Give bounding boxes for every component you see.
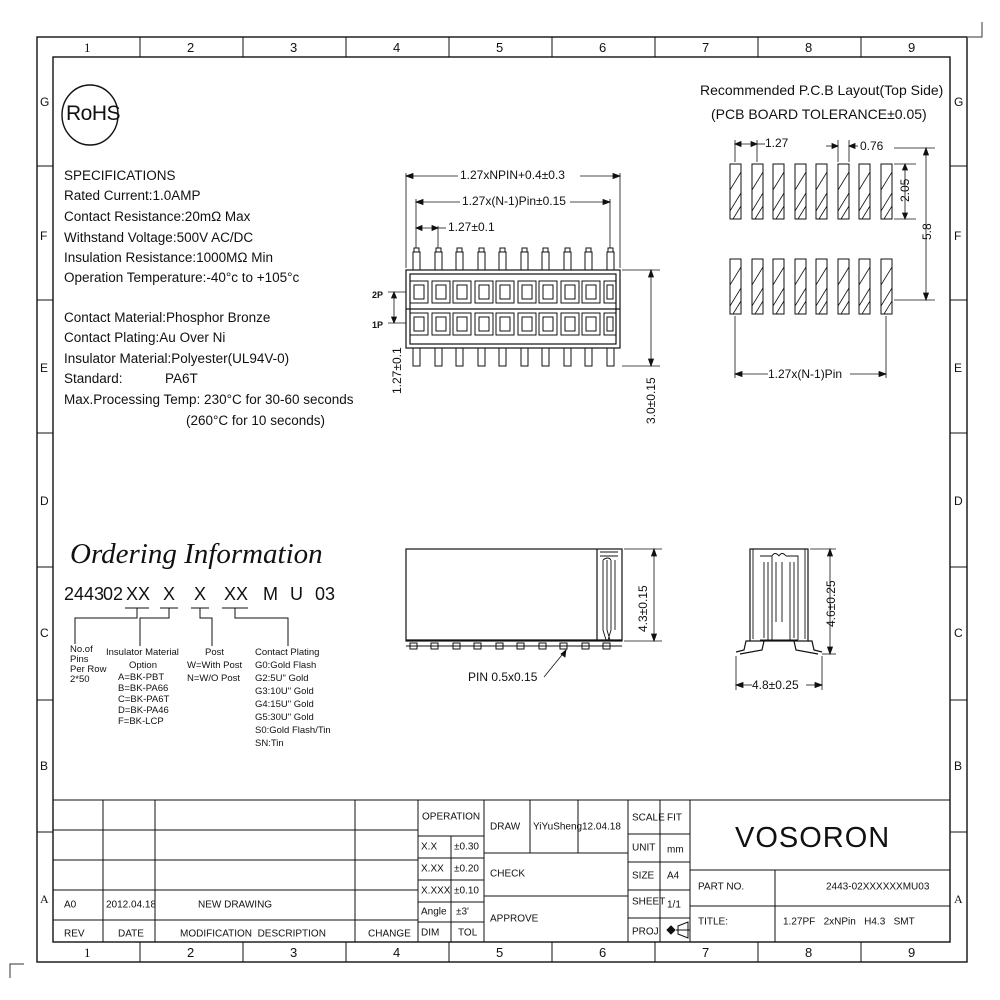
- description-header: MODIFICATION DESCRIPTION: [180, 928, 326, 940]
- legend-plating-title: Contact Plating: [255, 647, 320, 658]
- legend-insulator-title: Option: [129, 660, 157, 671]
- legend-insulator-item: C=BK-PA6T: [118, 694, 170, 705]
- col-7: 7: [702, 40, 710, 55]
- end-view-connector: [736, 549, 822, 654]
- tol-dim: X.X: [421, 841, 438, 853]
- title-label: TITLE:: [698, 916, 729, 928]
- spec-line: Rated Current:1.0AMP: [64, 188, 201, 203]
- pcb-span: 1.27x(N-1)Pin: [768, 367, 843, 381]
- col-7-bottom: 7: [702, 945, 710, 960]
- size-label: SIZE: [632, 870, 655, 882]
- col-1-bottom: 1: [84, 945, 91, 960]
- draw-label: DRAW: [490, 821, 521, 833]
- pcb-title: Recommended P.C.B Layout(Top Side): [700, 82, 944, 98]
- row-f: F: [40, 229, 48, 243]
- scale-label: SCALE: [632, 812, 665, 824]
- legend-plating-item: G5:30U" Gold: [255, 712, 314, 723]
- code-series: 2443: [64, 584, 105, 604]
- change-header: CHANGE: [368, 928, 411, 940]
- col-4-bottom: 4: [393, 945, 401, 960]
- drawer-name: YiYuSheng: [533, 821, 583, 833]
- legend-pins-line: Per Row: [70, 664, 107, 675]
- dim-pitch: 1.27±0.1: [448, 220, 495, 234]
- pcb-pitch: 1.27: [765, 136, 789, 150]
- legend-post-item: N=W/O Post: [187, 673, 241, 684]
- spec-line: Contact Resistance:20mΩ Max: [64, 209, 251, 224]
- rev-header: REV: [64, 928, 85, 940]
- code-u: U: [290, 584, 303, 604]
- code-m: M: [263, 584, 278, 604]
- proj-label: PROJ.: [632, 926, 662, 938]
- ordering-title: Ordering Information: [70, 538, 323, 570]
- side-view-connector: [406, 549, 622, 649]
- tol-value: ±0.20: [454, 863, 479, 875]
- check-label: CHECK: [490, 868, 526, 880]
- projection-symbol: [667, 922, 690, 938]
- spec-processing-note: (260°C for 10 seconds): [186, 413, 325, 428]
- col-6: 6: [599, 40, 607, 55]
- legend-plating-item: SN:Tin: [255, 738, 284, 749]
- spec-title: SPECIFICATIONS: [64, 168, 176, 183]
- col-8: 8: [805, 40, 813, 55]
- row-e-right: E: [954, 361, 963, 375]
- code-rows: 02: [103, 584, 124, 604]
- tol-dim: X.XXX: [421, 885, 451, 897]
- dim-pin-span: 1.27x(N-1)Pin±0.15: [462, 194, 566, 208]
- row-b: B: [40, 759, 49, 773]
- sheet-label: SHEET: [632, 896, 666, 908]
- tol-dim: Angle: [421, 906, 447, 918]
- code-suffix: 03: [315, 584, 336, 604]
- tol-header: TOL: [458, 927, 478, 939]
- legend-insulator-item: F=BK-LCP: [118, 716, 164, 727]
- code-pins: XX: [126, 584, 151, 604]
- col-3: 3: [290, 40, 298, 55]
- col-6-bottom: 6: [599, 945, 607, 960]
- part-no-label: PART NO.: [698, 881, 745, 893]
- spec-processing: Max.Processing Temp: 230°C for 30-60 seconds: [64, 392, 354, 407]
- legend-plating-item: G0:Gold Flash: [255, 660, 317, 671]
- legend-insulator-title: Insulator Material: [106, 647, 179, 658]
- legend-insulator-item: D=BK-PA46: [118, 705, 169, 716]
- spec-standard-label: Standard:: [64, 371, 123, 386]
- row-b-right: B: [954, 759, 963, 773]
- col-9-bottom: 9: [908, 945, 916, 960]
- size-value: A4: [667, 870, 680, 882]
- col-8-bottom: 8: [805, 945, 813, 960]
- operation-label: OPERATION: [422, 811, 481, 823]
- rohs-text: RoHS: [66, 102, 121, 125]
- approve-label: APPROVE: [490, 913, 539, 925]
- row-e: E: [40, 361, 49, 375]
- legend-pins-line: Pins: [70, 654, 89, 665]
- pin-note: PIN 0.5x0.15: [468, 670, 538, 684]
- pcb-tolerance: (PCB BOARD TOLERANCE±0.05): [711, 106, 927, 122]
- spec-line: Operation Temperature:-40°c to +105°c: [64, 270, 300, 285]
- pcb-pads: [730, 164, 892, 314]
- spec-standard-value: PA6T: [165, 371, 198, 386]
- label-2p: 2P: [372, 290, 384, 300]
- sheet-value: 1/1: [667, 899, 681, 911]
- legend-pins-line: 2*50: [70, 674, 90, 685]
- legend-pins-line: No.of: [70, 644, 93, 655]
- row-c: C: [40, 626, 49, 640]
- pcb-pad-width: 0.76: [860, 139, 884, 153]
- rev-value: A0: [64, 899, 77, 911]
- legend-post-item: W=With Post: [187, 660, 243, 671]
- rev-description: NEW DRAWING: [198, 899, 273, 911]
- legend-plating-item: S0:Gold Flash/Tin: [255, 725, 331, 736]
- legend-post-title: Post: [205, 647, 225, 658]
- date-header: DATE: [118, 928, 144, 940]
- col-2: 2: [187, 40, 195, 55]
- pcb-row-span: 5.8: [920, 223, 934, 240]
- row-f-right: F: [954, 229, 962, 243]
- row-c-right: C: [954, 626, 963, 640]
- row-d-right: D: [954, 494, 963, 508]
- row-d: D: [40, 494, 49, 508]
- col-1: 1: [84, 40, 91, 55]
- spec-material: Contact Plating:Au Over Ni: [64, 330, 226, 345]
- dim-front-height: 3.0±0.15: [644, 377, 658, 424]
- rev-date: 2012.04.18: [106, 899, 157, 911]
- spec-line: Insulation Resistance:1000MΩ Min: [64, 250, 273, 265]
- part-no-value: 2443-02XXXXXXMU03: [826, 881, 930, 893]
- tol-value: ±0.10: [454, 885, 479, 897]
- dim-total-length: 1.27xNPIN+0.4±0.3: [460, 168, 565, 182]
- col-4: 4: [393, 40, 401, 55]
- row-g: G: [40, 95, 50, 109]
- pcb-pad-length: 2.05: [898, 178, 912, 202]
- front-view-connector: [406, 248, 620, 366]
- code-plating: XX: [224, 584, 249, 604]
- tol-dim: X.XX: [421, 863, 444, 875]
- legend-insulator-item: A=BK-PBT: [118, 672, 165, 683]
- col-5-bottom: 5: [496, 945, 504, 960]
- legend-plating-item: G4:15U" Gold: [255, 699, 314, 710]
- spec-material: Insulator Material:Polyester(UL94V-0): [64, 351, 290, 366]
- row-g-right: G: [954, 95, 964, 109]
- legend-plating-item: G2:5U" Gold: [255, 673, 309, 684]
- label-1p: 1P: [372, 320, 384, 330]
- tol-value: ±3': [456, 906, 469, 918]
- dim-header: DIM: [421, 927, 440, 939]
- company-name: VOSORON: [735, 822, 891, 854]
- dim-end-height: 4.6±0.25: [824, 580, 838, 627]
- col-2-bottom: 2: [187, 945, 195, 960]
- dim-end-width: 4.8±0.25: [752, 678, 799, 692]
- spec-line: Withstand Voltage:500V AC/DC: [64, 230, 254, 245]
- col-3-bottom: 3: [290, 945, 298, 960]
- dim-row-pitch: 1.27±0.1: [390, 347, 404, 394]
- col-5: 5: [496, 40, 504, 55]
- tol-value: ±0.30: [454, 841, 479, 853]
- code-insulator: X: [163, 584, 176, 604]
- title-value: 1.27PF 2xNPin H4.3 SMT: [783, 916, 915, 928]
- row-a: A: [40, 892, 49, 906]
- draw-date: 12.04.18: [582, 821, 621, 833]
- unit-label: UNIT: [632, 842, 656, 854]
- legend-insulator-item: B=BK-PA66: [118, 683, 169, 694]
- unit-value: mm: [667, 844, 684, 856]
- spec-material: Contact Material:Phosphor Bronze: [64, 310, 271, 325]
- code-post: X: [194, 584, 207, 604]
- legend-plating-item: G3:10U" Gold: [255, 686, 314, 697]
- row-a-right: A: [954, 892, 963, 906]
- dim-side-height: 4.3±0.15: [636, 585, 650, 632]
- col-9: 9: [908, 40, 916, 55]
- scale-value: FIT: [667, 812, 682, 824]
